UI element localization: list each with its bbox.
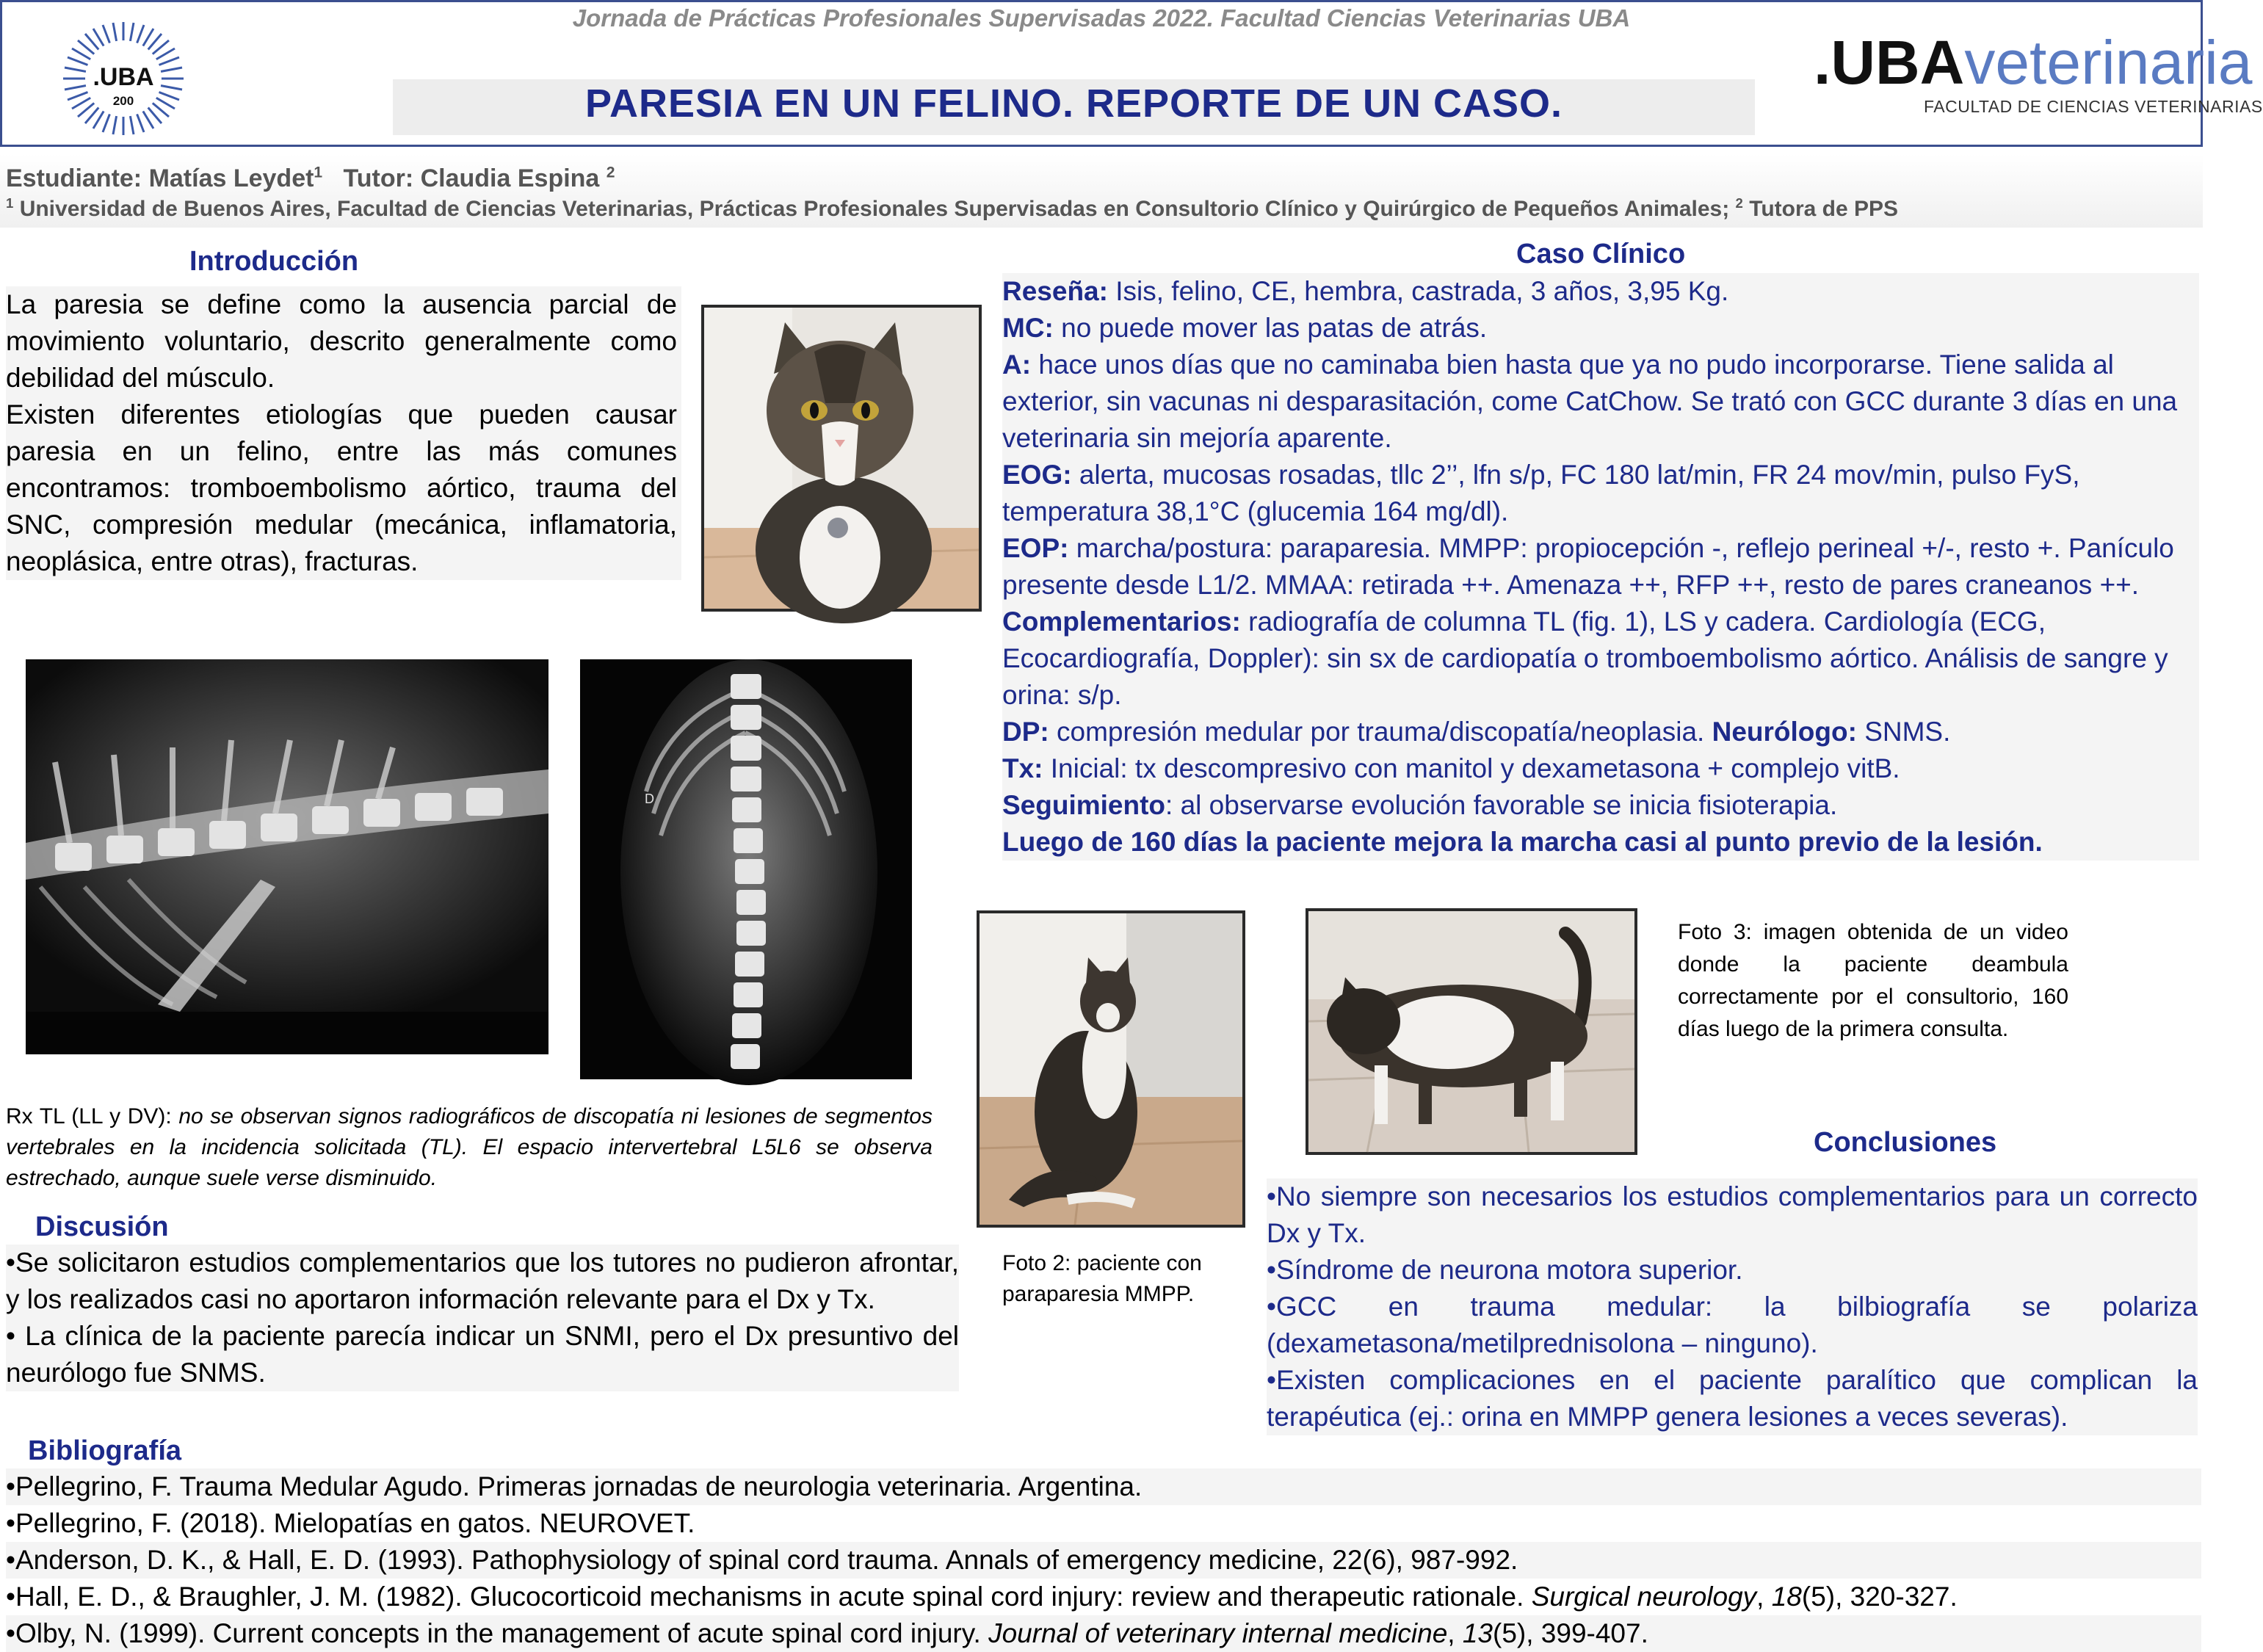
conclusion-item: •GCC en trauma medular: la bilbiografía se polariza (dexametasona/metilprednisolona – ninguno). <box>1267 1291 2198 1358</box>
discusion-item: • La clínica de la paciente parecía indicar un SNMI, pero el Dx presuntivo del neurólogo fue SNMS. <box>6 1321 959 1388</box>
foto3-caption: Foto 3: imagen obtenida de un video donde la paciente deambula correctamente por el consultorio, 160 días luego de la primera consulta. <box>1678 920 2068 1041</box>
bib-journal: Journal of veterinary internal medicine <box>988 1618 1448 1648</box>
bib-volume: 18 <box>1771 1582 1802 1612</box>
bib-rest: (5), 399-407. <box>1493 1618 1648 1648</box>
bib-item <box>6 1542 2201 1579</box>
intro-text <box>6 286 681 580</box>
tx-value: Inicial: tx descompresivo con manitol y dexametasona + complejo vitB. <box>1043 753 1900 783</box>
neurologo-value: SNMS. <box>1856 717 1951 747</box>
xray-lateral-image <box>26 659 548 1054</box>
tx-line <box>1002 750 2199 787</box>
final-outcome-line <box>1002 824 2199 861</box>
dp-value: compresión medular por trauma/discopatía/neoplasia. <box>1049 717 1712 747</box>
rx-caption-lead: Rx TL (LL y DV): <box>6 1104 172 1128</box>
dp-label: DP: <box>1002 717 1049 747</box>
resena-value: Isis, felino, CE, hembra, castrada, 3 años, 3,95 Kg. <box>1107 276 1729 306</box>
anamnesis-line <box>1002 347 2199 457</box>
affil-sup-2: 2 <box>1735 195 1743 211</box>
logo-brand-bold: .UBA <box>1814 28 1965 97</box>
student-sup: 1 <box>314 164 323 181</box>
neurologo-label: Neurólogo: <box>1712 717 1857 747</box>
bib-item: •Hall, E. D., & Braughler, J. M. (1982). Glucocorticoid mechanisms in acute spinal cord injury: review and therapeutic rationale. Surgical neurology, 18(5), 320-327. <box>6 1582 1958 1612</box>
complementarios-value: radiografía de columna TL (fig. 1), LS y cadera. Cardiología (ECG, Ecocardiografía, Doppler): sin sx de cardiopatía o tromboembolismo aórtico. Análisis de sangre y orina: s/p. <box>1002 606 2168 710</box>
cat-photo-portrait <box>701 305 982 612</box>
event-subtitle: Jornada de Prácticas Profesionales Supervisadas 2022. Facultad Ciencias Veterinarias UBA <box>572 4 1631 32</box>
seguimiento-label: Seguimiento <box>1002 790 1166 820</box>
resena-label: Reseña: <box>1002 276 1108 306</box>
uba-veterinaria-logo <box>1814 28 2263 125</box>
affiliations-line <box>6 197 1898 222</box>
affil-sup-1: 1 <box>6 195 14 211</box>
conclusiones-title: Conclusiones <box>1814 1127 1997 1158</box>
dv-marker: D <box>645 791 654 806</box>
foto2-caption: Foto 2: paciente con paraparesia MMPP. <box>1002 1251 1202 1306</box>
eop-value: marcha/postura: paraparesia. MMPP: propiocepción -, reflejo perineal +/-, resto +. Panículo presente desde L1/2. MMAA: retirada ++. Amenaza ++, RFP ++, resto de pares craneanos ++. <box>1002 533 2174 600</box>
seguimiento-line <box>1002 787 2199 824</box>
tutor-name: Tutor: Claudia Espina <box>343 164 600 192</box>
dp-line <box>1002 714 2199 750</box>
conclusiones-text <box>1267 1178 2198 1435</box>
seguimiento-value: : al observarse evolución favorable se inicia fisioterapia. <box>1165 790 1838 820</box>
bib-item <box>6 1505 2201 1542</box>
discusion-title: Discusión <box>35 1211 169 1242</box>
conclusion-item: •No siempre son necesarios los estudios complementarios para un correcto Dx y Tx. <box>1267 1181 2198 1248</box>
eop-line <box>1002 530 2199 604</box>
cat-photo-paraparesis <box>977 910 1245 1228</box>
caso-clinico-title: Caso Clínico <box>1516 239 1686 269</box>
bib-main: •Olby, N. (1999). Current concepts in the management of acute spinal cord injury. <box>6 1618 989 1648</box>
anamnesis-label: A: <box>1002 349 1032 380</box>
affiliation-2: Tutora de PPS <box>1749 197 1899 221</box>
logo-subtitle: FACULTAD DE CIENCIAS VETERINARIAS <box>1924 97 2263 116</box>
bib-main: •Hall, E. D., & Braughler, J. M. (1982). Glucocorticoid mechanisms in acute spinal cord injury: review and therapeutic rationale. <box>6 1582 1532 1612</box>
bib-item: •Olby, N. (1999). Current concepts in the management of acute spinal cord injury. Journal of veterinary internal medicine, 13(5), 399-407. <box>6 1615 2201 1652</box>
intro-paragraph-2: Existen diferentes etiologías que pueden causar paresia en un felino, entre las más comunes encontramos: tromboembolismo aórtico, trauma del SNC, compresión medular (mecánica, inflamatoria, neoplásica, entre otras), fracturas. <box>6 399 677 576</box>
tutor-sup: 2 <box>606 164 615 181</box>
logo-brand-light: veterinaria <box>1964 28 2253 97</box>
intro-paragraph-1: La paresia se define como la ausencia parcial de movimiento voluntario, descrito generalmente como debilidad del músculo. <box>6 289 677 393</box>
eop-label: EOP: <box>1002 533 1069 563</box>
tx-label: Tx: <box>1002 753 1043 783</box>
bib-rest: (5), 320-327. <box>1801 1582 1958 1612</box>
discusion-item: •Se solicitaron estudios complementarios que los tutores no pudieron afrontar, y los realizados casi no aportaron información relevante para el Dx y Tx. <box>6 1247 959 1314</box>
bibliografia-title: Bibliografía <box>28 1435 182 1466</box>
uba-200-logo <box>50 16 197 141</box>
authors-line <box>6 164 615 193</box>
conclusion-item: •Existen complicaciones en el paciente paralítico que complican la terapéutica (ej.: orina en MMPP genera lesiones a veces severas). <box>1267 1365 2198 1432</box>
caso-clinico-text <box>1002 273 2199 861</box>
seal-text: .UBA <box>93 63 154 91</box>
mc-label: MC: <box>1002 313 1054 343</box>
anamnesis-value: hace unos días que no caminaba bien hasta que ya no pudo incorporarse. Tiene salida al exterior, sin vacunas ni desparasitación, come CatChow. Se trató con GCC durante 3 días en una veterinaria sin mejoría aparente. <box>1002 349 2178 453</box>
student-name: Estudiante: Matías Leydet <box>6 164 314 192</box>
final-outcome: Luego de 160 días la paciente mejora la marcha casi al punto previo de la lesión. <box>1002 827 2043 857</box>
eog-label: EOG: <box>1002 460 1072 490</box>
resena-line <box>1002 273 2199 310</box>
bib-main: •Pellegrino, F. Trauma Medular Agudo. Primeras jornadas de neurologia veterinaria. Argentina. <box>6 1471 1143 1501</box>
intro-title: Introducción <box>189 246 359 277</box>
mc-line <box>1002 310 2199 347</box>
bib-volume: 13 <box>1462 1618 1493 1648</box>
conclusion-item: •Síndrome de neurona motora superior. <box>1267 1255 1743 1285</box>
complementarios-line <box>1002 604 2199 714</box>
seal-number: 200 <box>112 94 134 108</box>
complementarios-label: Complementarios: <box>1002 606 1241 637</box>
xray-dorsoventral-image <box>580 659 912 1079</box>
bibliografia-list <box>6 1468 2201 1652</box>
rx-caption <box>6 1101 933 1194</box>
page-title: PARESIA EN UN FELINO. REPORTE DE UN CASO. <box>584 81 1563 126</box>
eog-line <box>1002 457 2199 530</box>
bib-main: •Pellegrino, F. (2018). Mielopatías en gatos. NEUROVET. <box>6 1508 695 1538</box>
mc-value: no puede mover las patas de atrás. <box>1053 313 1488 343</box>
cat-photo-walking <box>1306 908 1637 1155</box>
bib-item <box>6 1468 2201 1505</box>
discusion-text <box>6 1245 959 1391</box>
bib-main: •Anderson, D. K., & Hall, E. D. (1993). Pathophysiology of spinal cord trauma. Annals of emergency medicine, 22(6), 987-992. <box>6 1545 1518 1575</box>
bib-journal: Surgical neurology <box>1531 1582 1757 1612</box>
rx-caption-body: no se observan signos radiográficos de discopatía ni lesiones de segmentos vertebrales en la incidencia solicitada (TL). El espacio intervertebral L5L6 se observa estrechado, aunque suele verse disminuido. <box>6 1104 933 1190</box>
eog-value: alerta, mucosas rosadas, tllc 2’’, lfn s/p, FC 180 lat/min, FR 24 mov/min, pulso FyS, temperatura 38,1°C (glucemia 164 mg/dl). <box>1002 460 2080 526</box>
affiliation-1: Universidad de Buenos Aires, Facultad de Ciencias Veterinarias, Prácticas Profesionales Supervisadas en Consultorio Clínico y Quirúrgico de Pequeños Animales; <box>19 197 1730 221</box>
